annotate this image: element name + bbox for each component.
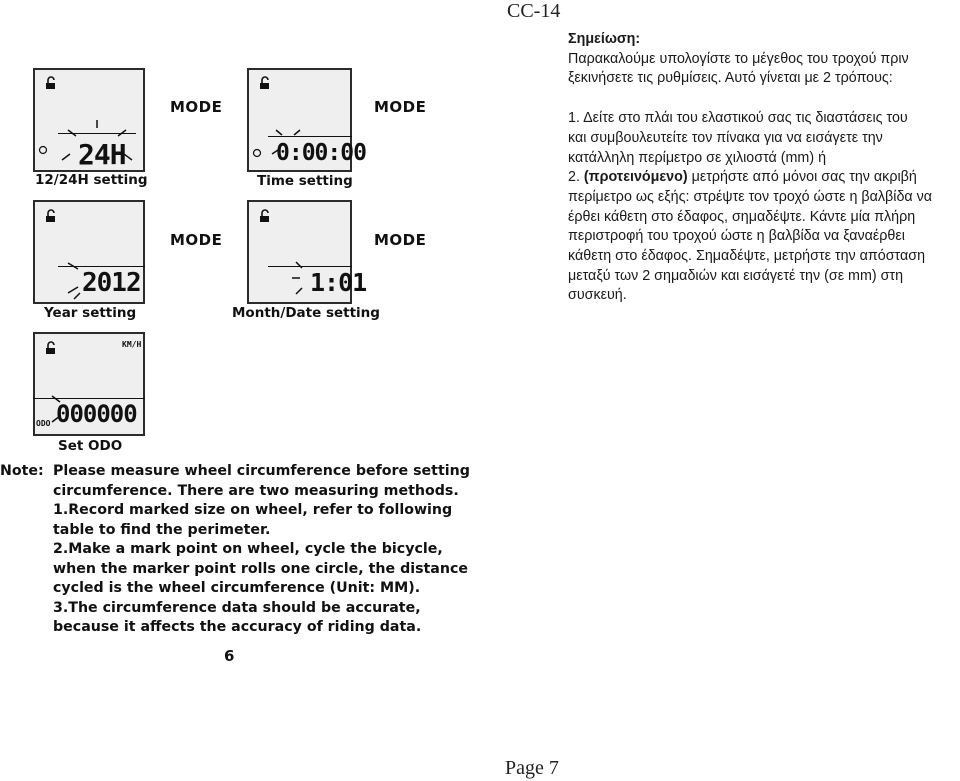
- recommended-label: (προτεινόμενο): [583, 169, 688, 186]
- clock-icon: [38, 145, 48, 155]
- lock-icon: [44, 209, 58, 223]
- panel-caption: Month/Date setting: [232, 305, 380, 321]
- note-line: 1.Record marked size on wheel, refer to following: [53, 502, 453, 518]
- method-text: μετρήστε από μόνοι σας την ακριβή: [691, 169, 917, 186]
- note-line: Please measure wheel circumference before setting: [53, 463, 470, 479]
- note-line: 3.The circumference data should be accurate,: [53, 599, 421, 616]
- lock-icon: [44, 341, 58, 355]
- lcd-display-odo: 000000: [56, 400, 137, 428]
- greek-line: Παρακαλούμε υπολογίστε το μέγεθος του τροχού πριν: [568, 50, 909, 67]
- lcd-display-date: 1:01: [310, 268, 367, 297]
- method-number: 2.: [568, 169, 580, 186]
- note-label: Note:: [0, 463, 44, 479]
- greek-line: περίμετρο ως εξής: στρέψτε τον τροχό ώστε η βαλβίδα να: [568, 188, 933, 205]
- note-line: circumference. There are two measuring methods.: [53, 482, 459, 499]
- odo-mode-label: ODO: [36, 419, 51, 428]
- mode-label: MODE: [170, 98, 223, 116]
- greek-note-title: Σημείωση:: [568, 31, 641, 47]
- note-line: because it affects the accuracy of riding data.: [53, 619, 422, 635]
- note-line: when the marker point rolls one circle, the distance: [53, 560, 469, 577]
- note-line: 2.Make a mark point on wheel, cycle the bicycle,: [53, 541, 443, 557]
- greek-line: μεταξύ των 2 σημαδιών και εισάγετέ την (σε mm) στη: [568, 267, 904, 284]
- mode-label: MODE: [374, 231, 427, 249]
- lcd-display-24h: 24H: [78, 138, 126, 171]
- greek-line: ξεκινήσετε τις ρυθμίσεις. Αυτό γίνεται με 2 τρόπους:: [568, 70, 893, 87]
- lock-icon: [258, 209, 272, 223]
- speed-unit-label: KM/H: [122, 340, 142, 349]
- manual-page-number: 6: [224, 647, 235, 665]
- panel-caption: 12/24H setting: [35, 172, 148, 188]
- note-line: cycled is the wheel circumference (Unit: MM).: [53, 580, 421, 596]
- greek-line: συσκευή.: [568, 287, 627, 304]
- clock-icon: [252, 148, 262, 158]
- page-footer: Page 7: [505, 757, 559, 779]
- greek-line: [568, 168, 960, 188]
- greek-note: [568, 30, 960, 306]
- mode-label: MODE: [170, 231, 223, 249]
- panel-caption: Year setting: [44, 305, 137, 321]
- note-line: table to find the perimeter.: [53, 521, 271, 538]
- greek-line: κατάλληλη περίμετρο σε χιλιοστά (mm) ή: [568, 149, 827, 166]
- greek-line: έρθει κάθετη στο έδαφος, σημαδέψτε. Κάντε μία πλήρη: [568, 208, 916, 225]
- lcd-display-year: 2012: [82, 268, 141, 298]
- greek-line: 1. Δείτε στο πλάι του ελαστικού σας τις διαστάσεις του: [568, 110, 908, 127]
- document-code: CC-14: [507, 0, 561, 22]
- lcd-display-time: 0:00:00: [276, 140, 366, 166]
- lock-icon: [258, 76, 272, 90]
- lock-icon: [44, 76, 58, 90]
- greek-line: κάθετη στο έδαφος. Σημαδέψτε, μετρήστε την απόσταση: [568, 248, 926, 265]
- greek-line: περιστροφή του τροχού ώστε η βαλβίδα να ξαναέρθει: [568, 228, 905, 245]
- greek-line: και συμβουλευτείτε τον πίνακα για να εισάγετε την: [568, 129, 883, 146]
- panel-caption: Time setting: [257, 173, 353, 189]
- panel-caption: Set ODO: [58, 438, 123, 454]
- mode-label: MODE: [374, 98, 427, 116]
